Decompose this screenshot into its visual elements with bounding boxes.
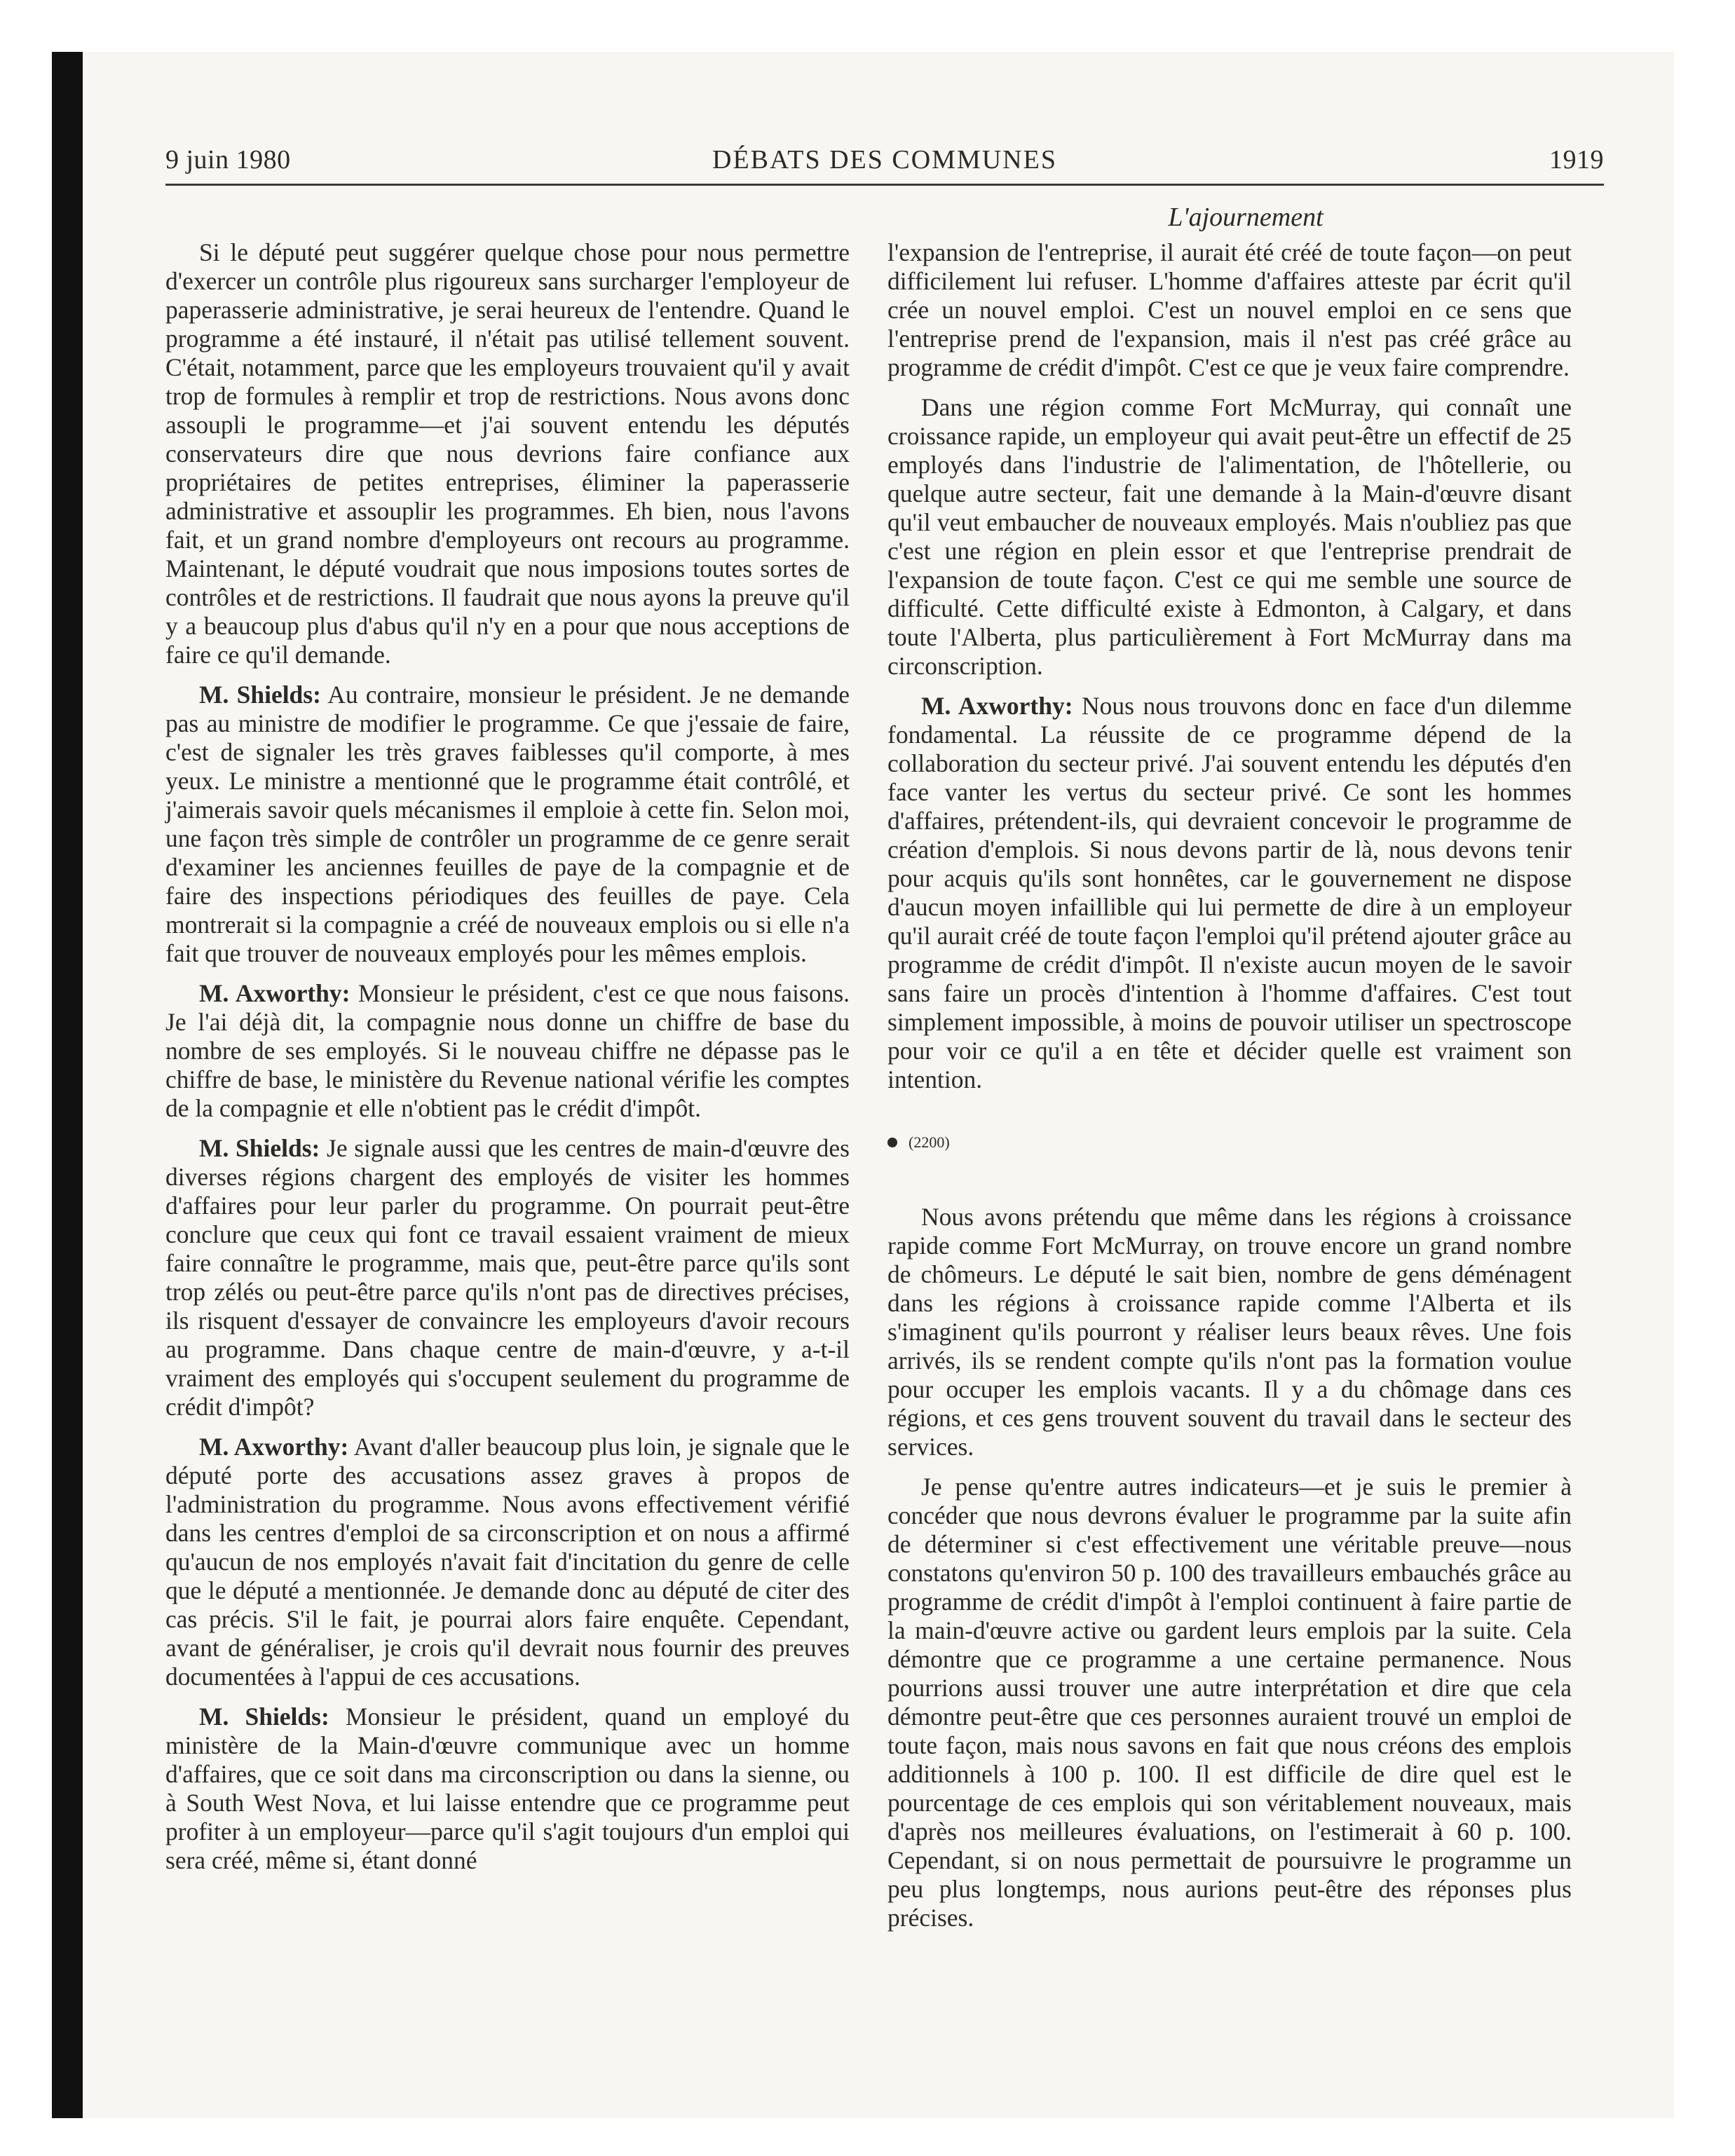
paragraph-continued: l'expansion de l'entreprise, il aurait été créé de toute façon—on peut difficilement lui refuser. L'homme d'affaires atteste par écrit qu'il crée un nouvel emploi. C'est un nouvel emploi en ce sens que l'entreprise prend de l'expansion, mais il n'est pas créé grâce au programme de crédit d'impôt. C'est ce que je veux faire comprendre.: [887, 238, 1572, 381]
paragraph: Dans une région comme Fort McMurray, qui connaît une croissance rapide, un employeur qui avait peut-être un effectif de 25 employés dans l'industrie de l'alimentation, de l'hôtellerie, ou quelque autre secteur, fait une demande à la Main-d'œuvre disant qu'il veut embaucher de nouveaux employés. Mais n'oubliez pas que c'est une région en plein essor et que l'entreprise prendrait de l'expansion de toute façon. C'est ce qui me semble une source de difficulté. Cette difficulté existe à Edmonton, à Calgary, et dans toute l'Alberta, plus particulièrement à Fort McMurray dans ma circonscription.: [887, 393, 1572, 680]
bullet-icon: [887, 1138, 897, 1147]
speech-paragraph: [165, 1134, 850, 1421]
speech-text: Au contraire, monsieur le président. Je ne demande pas au ministre de modifier le programme. Ce que j'essaie de faire, c'est de signaler les très graves faiblesses qu'il comporte, à mes yeux. Le ministre a mentionné que le programme était contrôlé, et j'aimerais savoir quels mécanismes il emploie à cette fin. Selon moi, une façon très simple de contrôler un programme de ce genre serait d'examiner les anciennes feuilles de paye de la compagnie et de faire des inspections périodiques des feuilles de paye. Cela montrerait si la compagnie a créé de nouveaux emplois ou si elle n'a fait que trouver de nouveaux employés pour les mêmes emplois.: [165, 681, 850, 967]
scan-edge-bar: [52, 52, 83, 2118]
speech-text: Monsieur le président, quand un employé du ministère de la Main-d'œuvre communique avec un homme d'affaires, que ce soit dans ma circonscription ou dans la sienne, ou à South West Nova, et lui laisse entendre que ce programme peut profiter à un employeur—parce qu'il s'agit toujours d'un emploi qui sera créé, même si, étant donné: [165, 1703, 850, 1874]
speech-paragraph: [887, 692, 1572, 1094]
speaker-name: M. Axworthy:: [921, 692, 1073, 720]
speech-paragraph: [165, 1703, 850, 1875]
paragraph: Nous avons prétendu que même dans les régions à croissance rapide comme Fort McMurray, on trouve encore un grand nombre de chômeurs. Le député le sait bien, nombre de gens déménagent dans les régions à croissance rapide comme l'Alberta et ils s'imaginent qu'ils pourront y réaliser leurs beaux rêves. Une fois arrivés, ils se rendent compte qu'ils n'ont pas la formation voulue pour occuper les emplois vacants. Il y a du chômage dans ces régions, et ces gens trouvent souvent du travail dans le secteur des services.: [887, 1203, 1572, 1461]
speech-text: Avant d'aller beaucoup plus loin, je signale que le député porte des accusations assez graves à propos de l'administration du programme. Nous avons effectivement vérifié dans les centres d'emploi de sa circonscription et on nous a affirmé qu'aucun de nos employés n'avait fait d'incitation du genre de celle que le député a mentionnée. Je demande donc au député de citer des cas précis. S'il le fait, je pourrai alors faire enquête. Cependant, avant de généraliser, je crois qu'il devrait nous fournir des preuves documentées à l'appui de ces accusations.: [165, 1433, 850, 1691]
speech-paragraph: [165, 979, 850, 1123]
speaker-name: M. Shields:: [199, 1134, 320, 1162]
header-date: 9 juin 1980: [165, 145, 291, 175]
header-page-number: 1919: [1549, 145, 1604, 175]
speech-paragraph: [165, 681, 850, 968]
paragraph: Si le député peut suggérer quelque chose pour nous permettre d'exercer un contrôle plus rigoureux sans surcharger l'employeur de paperasserie administrative, je serai heureux de l'entendre. Quand le programme a été instauré, il n'était pas utilisé tellement souvent. C'était, notamment, parce que les employeurs trouvaient qu'il y avait trop de formules à remplir et trop de restrictions. Nous avons donc assoupli le programme—et j'ai souvent entendu les députés conservateurs dire que nous devrions faire confiance aux propriétaires de petites entreprises, éliminer la paperasserie administrative et assouplir les programmes. Eh bien, nous l'avons fait, et un grand nombre d'employeurs ont recours au programme. Maintenant, le député voudrait que nous imposions toutes sortes de contrôles et de restrictions. Il faudrait que nous ayons la preuve qu'il y a beaucoup plus d'abus qu'il n'y en a pour que nous acceptions de faire ce qu'il demande.: [165, 238, 850, 669]
speech-text: Monsieur le président, c'est ce que nous faisons. Je l'ai déjà dit, la compagnie nous donne un chiffre de base du nombre de ses employés. Si le nouveau chiffre ne dépasse pas le chiffre de base, le ministère du Revenue national vérifie les comptes de la compagnie et elle n'obtient pas le crédit d'impôt.: [165, 979, 850, 1122]
left-column: [165, 238, 850, 1886]
speech-text: Je signale aussi que les centres de main-d'œuvre des diverses régions chargent des employés de visiter les hommes d'affaires pour leur parler du programme. On pourrait peut-être conclure que ceux qui font ce travail essaient vraiment de mieux faire connaître le programme, mais que, peut-être parce qu'ils sont trop zélés ou peut-être parce qu'ils n'ont pas de directives précises, ils risquent d'essayer de convaincre les employeurs d'avoir recours au programme. Dans chaque centre de main-d'œuvre, y a-t-il vraiment des employés qui s'occupent seulement du programme de crédit d'impôt?: [165, 1134, 850, 1421]
time-marker: [887, 1128, 1572, 1157]
paragraph: Je pense qu'entre autres indicateurs—et je suis le premier à concéder que nous devrons évaluer le programme par la suite afin de déterminer si c'est effectivement une véritable preuve—nous constatons qu'environ 50 p. 100 des travailleurs embauchés grâce au programme de crédit d'impôt à l'emploi continuent à faire partie de la main-d'œuvre active ou gardent leurs emplois par la suite. Cela démontre que ce programme a une certaine permanence. Nous pourrions aussi trouver une autre interprétation et dire que cela démontre peut-être que ces personnes auraient trouvé un emploi de toute façon, mais nous savons en fait que nous créons des emplois additionnels à 100 p. 100. Il est difficile de dire quel est le pourcentage de ces emplois qui son véritablement nouveaux, mais d'après nos meilleures évaluations, on l'estimerait à 60 p. 100. Cependant, si on nous permettait de poursuivre le programme un peu plus longtemps, nous aurions peut-être des réponses plus précises.: [887, 1473, 1572, 1932]
section-title: L'ajournement: [1168, 203, 1324, 232]
speaker-name: M. Shields:: [199, 1703, 329, 1731]
speaker-name: M. Axworthy:: [199, 1433, 349, 1461]
page-header: [165, 144, 1604, 186]
speaker-name: M. Shields:: [199, 681, 321, 709]
header-rule: [165, 184, 1604, 186]
speech-paragraph: [165, 1433, 850, 1691]
speaker-name: M. Axworthy:: [199, 979, 351, 1007]
speech-text: Nous nous trouvons donc en face d'un dilemme fondamental. La réussite de ce programme dépend de la collaboration du secteur privé. J'ai souvent entendu les députés d'en face vanter les vertus du secteur privé. Ce sont les hommes d'affaires, prétendent-ils, qui devraient concevoir le programme de création d'emplois. Si nous devons partir de là, nous devons tenir pour acquis qu'ils sont honnêtes, car le gouvernement ne dispose d'aucun moyen infaillible qui lui permette de dire à un employeur qu'il aurait créé de toute façon l'emploi qu'il prétend ajouter grâce au programme de crédit d'impôt. Il n'existe aucun moyen de le savoir sans faire un procès d'intention à l'homme d'affaires. C'est tout simplement impossible, à moins de pouvoir utiliser un spectroscope pour voir ce qu'il a en tête et décider quelle est vraiment son intention.: [887, 692, 1572, 1093]
time-marker-label: (2200): [909, 1133, 950, 1151]
right-column: [887, 238, 1572, 1944]
header-title: DÉBATS DES COMMUNES: [712, 145, 1057, 175]
